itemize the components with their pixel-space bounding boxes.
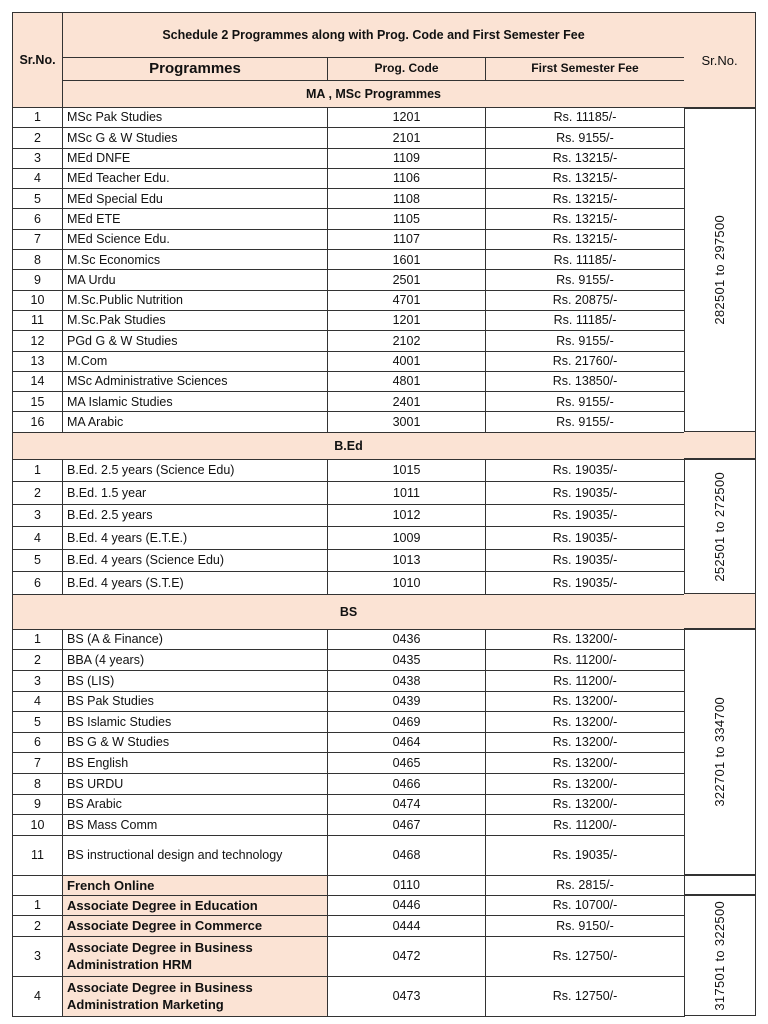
header-programmes: Programmes [63, 58, 328, 81]
row-programme: MA Arabic [63, 412, 328, 432]
french-online-row [13, 875, 685, 895]
row-fee: Rs. 12750/- [486, 936, 685, 976]
row-prog-code: 2101 [328, 128, 486, 148]
row-prog-code: 4701 [328, 290, 486, 310]
row-prog-code: 4001 [328, 351, 486, 371]
row-fee: Rs. 13200/- [486, 773, 685, 794]
row-prog-code: 1012 [328, 504, 486, 527]
header-first-semester-fee: First Semester Fee [486, 58, 685, 81]
row-sr-no: 15 [13, 392, 63, 412]
row-programme: BS English [63, 753, 328, 774]
row-programme: BS Arabic [63, 794, 328, 815]
row-fee: Rs. 13200/- [486, 712, 685, 733]
row-prog-code: 1015 [328, 459, 486, 482]
row-programme: BS (A & Finance) [63, 629, 328, 650]
row-programme: MEd Special Edu [63, 189, 328, 209]
row-sr-no: 2 [13, 128, 63, 148]
row-programme: Associate Degree in Education [63, 895, 328, 915]
fee-table [12, 12, 685, 1017]
row-fee: Rs. 13215/- [486, 168, 685, 188]
table-row [13, 650, 685, 671]
row-programme: M.Sc.Pak Studies [63, 310, 328, 330]
row-prog-code: 4801 [328, 371, 486, 391]
row-programme: MEd DNFE [63, 148, 328, 168]
row-sr-no: 5 [13, 189, 63, 209]
table-row [13, 392, 685, 412]
row-sr-no: 7 [13, 229, 63, 249]
row-sr-no: 4 [13, 691, 63, 712]
row-programme: MEd ETE [63, 209, 328, 229]
table-row [13, 482, 685, 505]
row-sr-no: 3 [13, 504, 63, 527]
section-title-row [13, 432, 685, 459]
row-fee: Rs. 11185/- [486, 310, 685, 330]
row-sr-no: 7 [13, 753, 63, 774]
table-row [13, 412, 685, 432]
row-fee: Rs. 13850/- [486, 371, 685, 391]
row-programme: BBA (4 years) [63, 650, 328, 671]
table-row [13, 229, 685, 249]
associate-degree-row [13, 976, 685, 1016]
row-fee: Rs. 10700/- [486, 895, 685, 915]
row-programme: MSc Administrative Sciences [63, 371, 328, 391]
row-fee: Rs. 11200/- [486, 650, 685, 671]
row-prog-code: 0438 [328, 670, 486, 691]
row-fee: Rs. 19035/- [486, 835, 685, 875]
row-sr-no: 1 [13, 108, 63, 128]
row-programme: M.Sc.Public Nutrition [63, 290, 328, 310]
row-prog-code: 0436 [328, 629, 486, 650]
row-prog-code: 1106 [328, 168, 486, 188]
header-prog-code: Prog. Code [328, 58, 486, 81]
table-row [13, 310, 685, 330]
row-sr-no: 3 [13, 936, 63, 976]
row-sr-no: 14 [13, 371, 63, 391]
row-prog-code: 2102 [328, 331, 486, 351]
range-empty [684, 875, 756, 895]
table-row [13, 459, 685, 482]
associate-degree-row [13, 916, 685, 936]
section-band [684, 432, 756, 459]
row-fee: Rs. 19035/- [486, 572, 685, 595]
row-fee: Rs. 21760/- [486, 351, 685, 371]
table-row [13, 351, 685, 371]
row-programme: MEd Teacher Edu. [63, 168, 328, 188]
row-programme: B.Ed. 1.5 year [63, 482, 328, 505]
row-sr-no [13, 875, 63, 895]
table-row [13, 270, 685, 290]
row-prog-code: 1009 [328, 527, 486, 550]
row-programme: BS URDU [63, 773, 328, 794]
row-fee: Rs. 13200/- [486, 732, 685, 753]
row-fee: Rs. 19035/- [486, 549, 685, 572]
row-sr-no: 2 [13, 650, 63, 671]
row-prog-code: 0473 [328, 976, 486, 1016]
table-row [13, 209, 685, 229]
range-cell [684, 108, 756, 433]
row-prog-code: 0439 [328, 691, 486, 712]
row-prog-code: 0466 [328, 773, 486, 794]
row-prog-code: 0467 [328, 815, 486, 836]
row-prog-code: 0464 [328, 732, 486, 753]
table-row [13, 794, 685, 815]
row-sr-no: 16 [13, 412, 63, 432]
row-fee: Rs. 11185/- [486, 250, 685, 270]
range-label: 317501 to 322500 [712, 900, 727, 1011]
table-row [13, 572, 685, 595]
row-programme: PGd G & W Studies [63, 331, 328, 351]
row-fee: Rs. 20875/- [486, 290, 685, 310]
row-programme: B.Ed. 4 years (Science Edu) [63, 549, 328, 572]
row-programme: Associate Degree in Business Administration HRM [63, 936, 328, 976]
row-programme: B.Ed. 4 years (S.T.E) [63, 572, 328, 595]
row-fee: Rs. 13200/- [486, 794, 685, 815]
row-sr-no: 1 [13, 895, 63, 915]
row-prog-code: 1107 [328, 229, 486, 249]
row-programme: B.Ed. 2.5 years (Science Edu) [63, 459, 328, 482]
table-row [13, 527, 685, 550]
row-programme: M.Com [63, 351, 328, 371]
row-prog-code: 2501 [328, 270, 486, 290]
table-row [13, 148, 685, 168]
row-prog-code: 0110 [328, 875, 486, 895]
table-row [13, 331, 685, 351]
row-programme: BS G & W Studies [63, 732, 328, 753]
row-prog-code: 1011 [328, 482, 486, 505]
table-row [13, 815, 685, 836]
row-fee: Rs. 13215/- [486, 148, 685, 168]
row-sr-no: 10 [13, 290, 63, 310]
table-row [13, 691, 685, 712]
row-prog-code: 0474 [328, 794, 486, 815]
row-sr-no: 13 [13, 351, 63, 371]
header-sr-left: Sr.No. [13, 13, 63, 108]
row-prog-code: 1010 [328, 572, 486, 595]
row-sr-no: 9 [13, 794, 63, 815]
table-row [13, 670, 685, 691]
table-row [13, 168, 685, 188]
table-row [13, 629, 685, 650]
row-prog-code: 1201 [328, 108, 486, 128]
row-fee: Rs. 19035/- [486, 527, 685, 550]
row-prog-code: 0435 [328, 650, 486, 671]
row-fee: Rs. 2815/- [486, 875, 685, 895]
row-prog-code: 0444 [328, 916, 486, 936]
row-prog-code: 1013 [328, 549, 486, 572]
row-sr-no: 11 [13, 310, 63, 330]
row-fee: Rs. 11200/- [486, 670, 685, 691]
row-fee: Rs. 13200/- [486, 629, 685, 650]
row-fee: Rs. 9155/- [486, 412, 685, 432]
associate-degree-row [13, 895, 685, 915]
row-fee: Rs. 13200/- [486, 691, 685, 712]
row-prog-code: 0465 [328, 753, 486, 774]
row-prog-code: 1601 [328, 250, 486, 270]
table-row [13, 773, 685, 794]
row-sr-no: 6 [13, 732, 63, 753]
section-band [684, 594, 756, 629]
fee-schedule [12, 12, 684, 1017]
row-programme: Associate Degree in Commerce [63, 916, 328, 936]
row-sr-no: 2 [13, 482, 63, 505]
range-cell [684, 459, 756, 594]
table-title: Schedule 2 Programmes along with Prog. Code and First Semester Fee [63, 13, 685, 58]
row-sr-no: 12 [13, 331, 63, 351]
row-prog-code: 1108 [328, 189, 486, 209]
row-sr-no: 2 [13, 916, 63, 936]
table-row [13, 189, 685, 209]
row-prog-code: 0446 [328, 895, 486, 915]
row-programme: B.Ed. 2.5 years [63, 504, 328, 527]
row-prog-code: 3001 [328, 412, 486, 432]
row-sr-no: 10 [13, 815, 63, 836]
row-fee: Rs. 19035/- [486, 459, 685, 482]
row-prog-code: 0469 [328, 712, 486, 733]
row-programme: BS (LIS) [63, 670, 328, 691]
row-programme: BS Mass Comm [63, 815, 328, 836]
section-title: MA , MSc Programmes [63, 81, 685, 108]
row-fee: Rs. 13200/- [486, 753, 685, 774]
row-sr-no: 3 [13, 670, 63, 691]
section-title-row [13, 594, 685, 629]
table-row [13, 753, 685, 774]
row-sr-no: 11 [13, 835, 63, 875]
row-sr-no: 5 [13, 712, 63, 733]
row-programme: BS Islamic Studies [63, 712, 328, 733]
table-row [13, 712, 685, 733]
row-sr-no: 4 [13, 527, 63, 550]
row-fee: Rs. 13215/- [486, 229, 685, 249]
row-fee: Rs. 11185/- [486, 108, 685, 128]
range-cell [684, 895, 756, 1016]
table-row [13, 290, 685, 310]
row-sr-no: 8 [13, 773, 63, 794]
row-prog-code: 0468 [328, 835, 486, 875]
row-sr-no: 1 [13, 629, 63, 650]
table-row [13, 504, 685, 527]
table-row [13, 371, 685, 391]
row-fee: Rs. 19035/- [486, 482, 685, 505]
row-programme: MA Urdu [63, 270, 328, 290]
row-sr-no: 6 [13, 572, 63, 595]
row-sr-no: 4 [13, 168, 63, 188]
range-label: 252501 to 272500 [712, 471, 727, 582]
row-sr-no: 3 [13, 148, 63, 168]
row-programme: French Online [63, 875, 328, 895]
section-title: BS [13, 594, 685, 629]
row-programme: MSc G & W Studies [63, 128, 328, 148]
row-fee: Rs. 19035/- [486, 504, 685, 527]
row-sr-no: 4 [13, 976, 63, 1016]
range-label: 282501 to 297500 [712, 215, 727, 325]
row-prog-code: 1201 [328, 310, 486, 330]
row-prog-code: 1109 [328, 148, 486, 168]
row-sr-no: 5 [13, 549, 63, 572]
row-fee: Rs. 9155/- [486, 331, 685, 351]
row-sr-no: 9 [13, 270, 63, 290]
table-row [13, 250, 685, 270]
row-fee: Rs. 11200/- [486, 815, 685, 836]
row-programme: MA Islamic Studies [63, 392, 328, 412]
table-row [13, 108, 685, 128]
row-fee: Rs. 12750/- [486, 976, 685, 1016]
range-cell [684, 629, 756, 875]
row-fee: Rs. 13215/- [486, 209, 685, 229]
section-title: B.Ed [13, 432, 685, 459]
table-row [13, 549, 685, 572]
table-row [13, 835, 685, 875]
section-title-row [13, 81, 685, 108]
table-row [13, 128, 685, 148]
header-sr-right: Sr.No. [684, 12, 756, 108]
associate-degree-row [13, 936, 685, 976]
row-prog-code: 2401 [328, 392, 486, 412]
row-sr-no: 1 [13, 459, 63, 482]
row-programme: M.Sc Economics [63, 250, 328, 270]
row-fee: Rs. 9150/- [486, 916, 685, 936]
row-fee: Rs. 13215/- [486, 189, 685, 209]
row-prog-code: 0472 [328, 936, 486, 976]
fee-table-body [13, 13, 685, 1017]
row-prog-code: 1105 [328, 209, 486, 229]
table-row [13, 732, 685, 753]
row-fee: Rs. 9155/- [486, 392, 685, 412]
row-programme: BS Pak Studies [63, 691, 328, 712]
range-label: 322701 to 334700 [712, 697, 727, 808]
row-programme: MSc Pak Studies [63, 108, 328, 128]
row-fee: Rs. 9155/- [486, 128, 685, 148]
row-programme: MEd Science Edu. [63, 229, 328, 249]
row-sr-no: 6 [13, 209, 63, 229]
row-fee: Rs. 9155/- [486, 270, 685, 290]
row-sr-no: 8 [13, 250, 63, 270]
row-programme: BS instructional design and technology [63, 835, 328, 875]
row-programme: Associate Degree in Business Administration Marketing [63, 976, 328, 1016]
row-programme: B.Ed. 4 years (E.T.E.) [63, 527, 328, 550]
